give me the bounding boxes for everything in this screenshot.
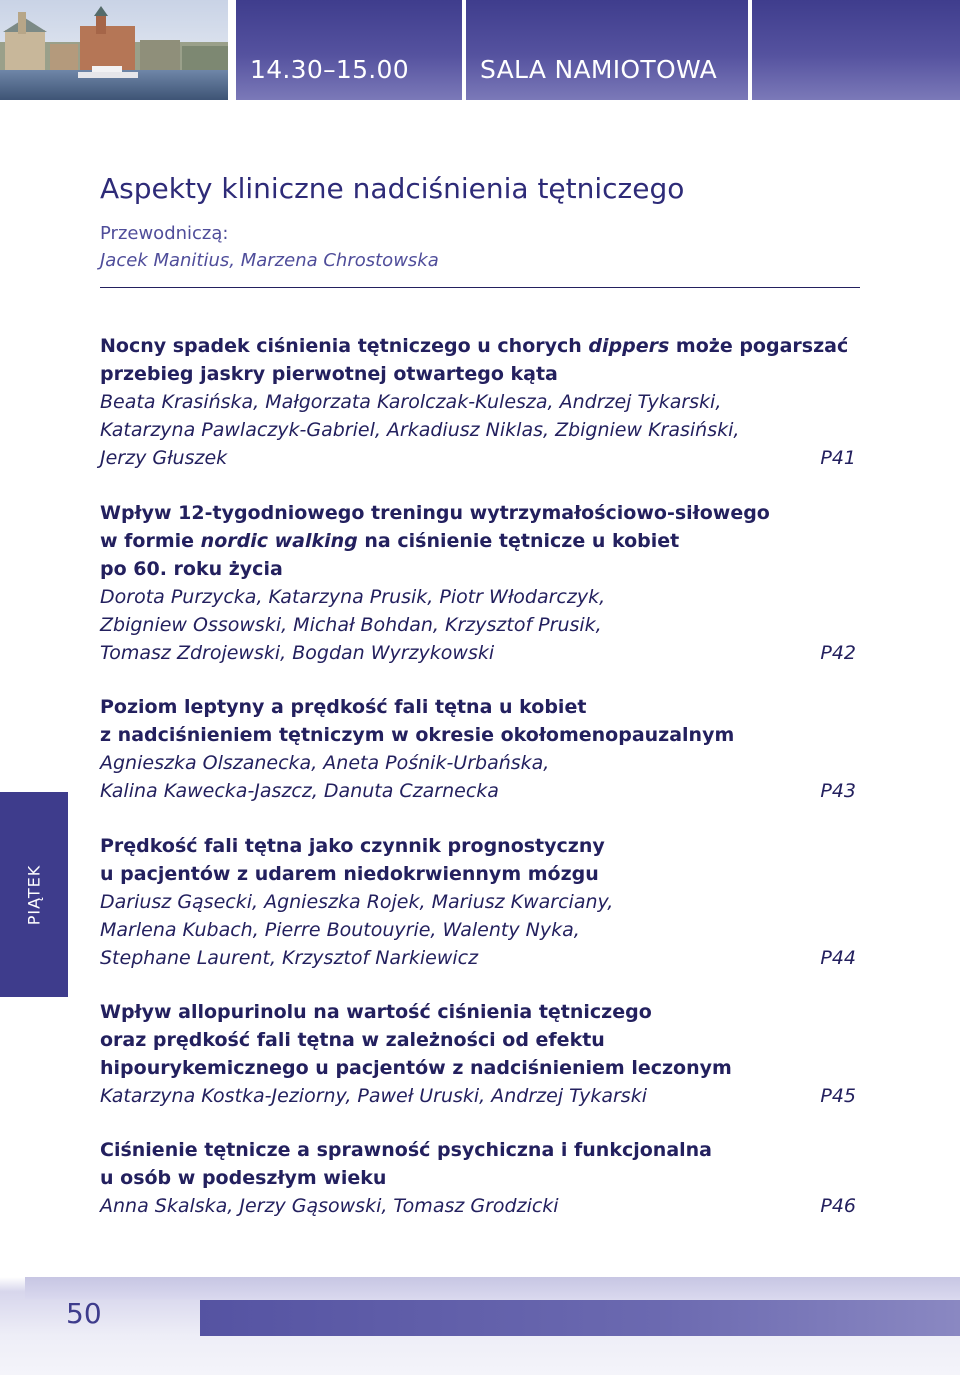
entry-authors-line: Dariusz Gąsecki, Agnieszka Rojek, Mariusz Kwarciany,	[100, 891, 614, 913]
entry-authors-line	[100, 944, 856, 972]
entry-title-line: z nadciśnieniem tętniczym w okresie okołomenopauzalnym	[100, 724, 735, 746]
entry-title-line: hipourykemicznego u pacjentów z nadciśnieniem leczonym	[100, 1057, 732, 1079]
header-photo	[0, 0, 228, 100]
entry-authors-text: Katarzyna Kostka-Jeziorny, Paweł Uruski, Andrzej Tykarski	[100, 1085, 647, 1107]
day-tab	[0, 792, 68, 997]
chair-names: Jacek Manitius, Marzena Chrostowska	[100, 250, 439, 271]
entry-title-line: Wpływ 12-tygodniowego treningu wytrzymałościowo-siłowego	[100, 502, 770, 524]
poster-code: P42	[820, 642, 856, 664]
entry-authors-line	[100, 777, 856, 805]
header-bar-room	[466, 0, 748, 100]
poster-code: P46	[820, 1195, 856, 1217]
entry-title-line: w formie nordic walking na ciśnienie tętnicze u kobiet	[100, 530, 680, 552]
poster-entry	[100, 332, 856, 472]
entry-title-line: Prędkość fali tętna jako czynnik prognostyczny	[100, 835, 605, 857]
entry-authors-text: Kalina Kawecka-Jaszcz, Danuta Czarnecka	[100, 780, 499, 802]
poster-code: P43	[820, 780, 856, 802]
entry-title-line: u osób w podeszłym wieku	[100, 1167, 387, 1189]
entry-authors-line	[100, 444, 856, 472]
entry-authors-text: Jerzy Głuszek	[100, 447, 228, 469]
entry-authors-text: Stephane Laurent, Krzysztof Narkiewicz	[100, 947, 479, 969]
entry-authors-line: Dorota Purzycka, Katarzyna Prusik, Piotr Włodarczyk,	[100, 586, 606, 608]
session-time: 14.30–15.00	[250, 55, 409, 84]
entry-authors-line	[100, 639, 856, 667]
entry-authors-line: Zbigniew Ossowski, Michał Bohdan, Krzysztof Prusik,	[100, 614, 602, 636]
header-bar-end	[752, 0, 960, 100]
entry-title-line: Poziom leptyny a prędkość fali tętna u kobiet	[100, 696, 587, 718]
entry-authors-line	[100, 1082, 856, 1110]
header-bar-spacer	[236, 0, 462, 100]
entry-title-line: po 60. roku życia	[100, 558, 283, 580]
poster-entry	[100, 499, 856, 667]
entry-authors-line: Katarzyna Pawlaczyk-Gabriel, Arkadiusz Niklas, Zbigniew Krasiński,	[100, 419, 740, 441]
entry-authors-text: Tomasz Zdrojewski, Bogdan Wyrzykowski	[100, 642, 495, 664]
entry-title-line: Ciśnienie tętnicze a sprawność psychiczna i funkcjonalna	[100, 1139, 712, 1161]
entry-authors-line: Marlena Kubach, Pierre Boutouyrie, Walenty Nyka,	[100, 919, 580, 941]
entry-title-line: oraz prędkość fali tętna w zależności od efektu	[100, 1029, 605, 1051]
entry-authors-line	[100, 1192, 856, 1220]
chair-label: Przewodniczą:	[100, 223, 229, 244]
poster-entry	[100, 693, 856, 805]
poster-entry	[100, 832, 856, 972]
poster-entry	[100, 998, 856, 1110]
entry-authors-line: Beata Krasińska, Małgorzata Karolczak-Kulesza, Andrzej Tykarski,	[100, 391, 722, 413]
day-tab-label: PIĄTEK	[24, 864, 44, 925]
entry-title-line: Nocny spadek ciśnienia tętniczego u chorych dippers może pogarszać	[100, 335, 849, 357]
entry-title-line: Wpływ allopurinolu na wartość ciśnienia tętniczego	[100, 1001, 652, 1023]
entry-authors-text: Anna Skalska, Jerzy Gąsowski, Tomasz Grodzicki	[100, 1195, 559, 1217]
divider	[100, 287, 860, 288]
session-title: Aspekty kliniczne nadciśnienia tętniczego	[100, 172, 685, 205]
poster-code: P41	[820, 447, 856, 469]
footer-strip	[200, 1300, 960, 1336]
poster-code: P44	[820, 947, 856, 969]
entry-authors-line: Agnieszka Olszanecka, Aneta Pośnik-Urbańska,	[100, 752, 550, 774]
poster-code: P45	[820, 1085, 856, 1107]
footer-band	[25, 1277, 960, 1299]
session-room: SALA NAMIOTOWA	[480, 55, 718, 84]
poster-entry	[100, 1136, 856, 1220]
entry-title-line: u pacjentów z udarem niedokrwiennym mózgu	[100, 863, 599, 885]
page-number: 50	[66, 1297, 102, 1330]
entry-title-line: przebieg jaskry pierwotnej otwartego kąta	[100, 363, 558, 385]
